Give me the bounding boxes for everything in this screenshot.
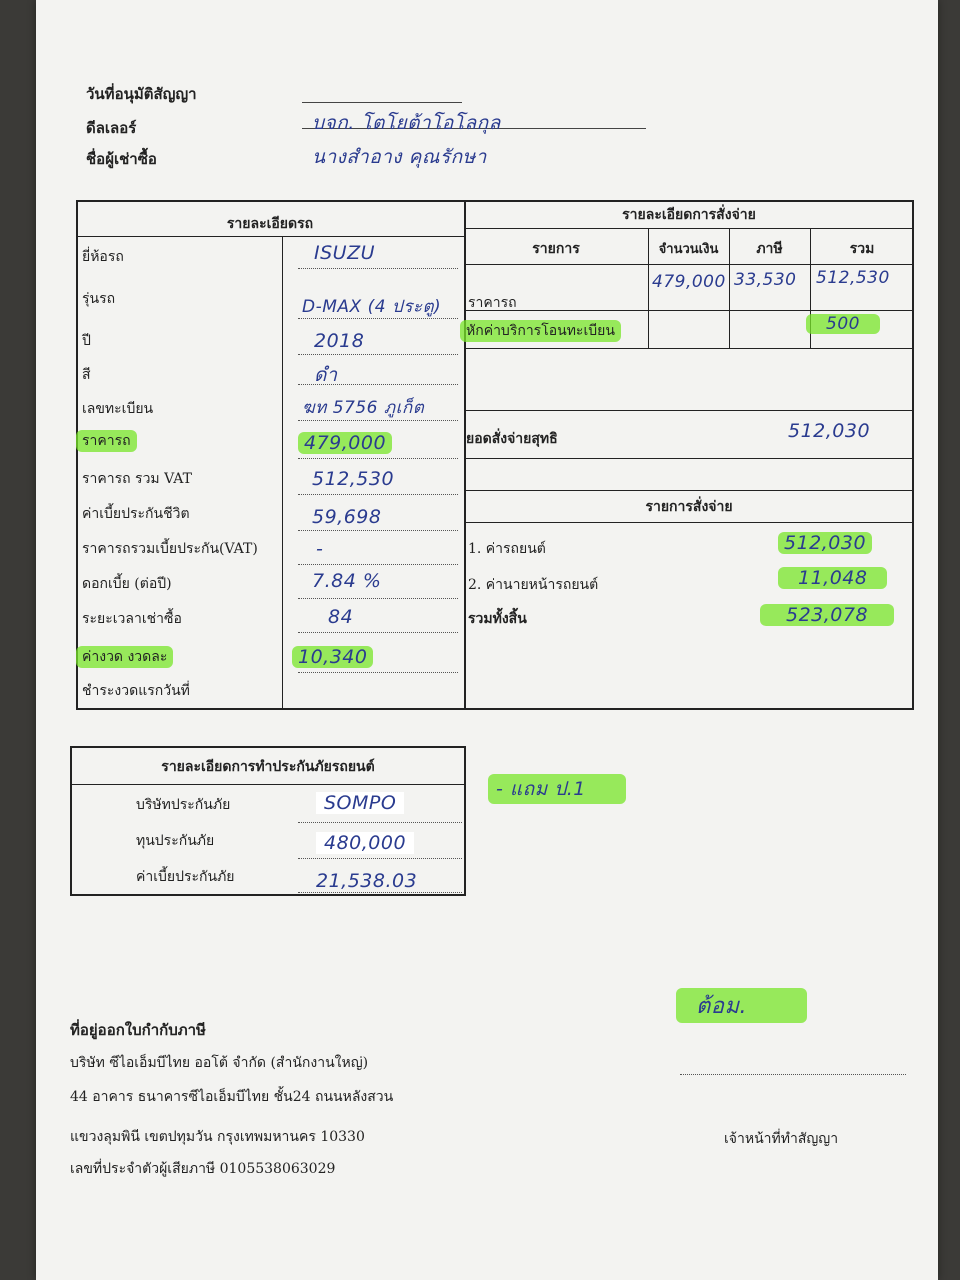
car-row-value: 2018 [314,330,365,352]
net-label: ยอดสั่งจ่ายสุทธิ [466,431,558,447]
car-row-value: D-MAX (4 ประตู) [302,297,442,317]
dealer-label: ดีลเลอร์ [86,119,137,137]
insurance-row-value: 21,538.03 [316,870,418,892]
payment-details-title: รายละเอียดการสั่งจ่าย [622,207,756,223]
main-table-divider [464,200,466,710]
order-title: รายการสั่งจ่าย [645,499,733,515]
car-row-label: ยี่ห้อรถ [82,249,124,265]
payment-row-rule [464,458,914,459]
payment-header-rule [464,264,914,265]
address-title: ที่อยู่ออกใบกำกับภาษี [70,1021,206,1039]
payment-row-rule [464,522,914,523]
car-row-value: 59,698 [312,506,382,528]
row-dots [298,822,462,823]
contract-date-label: วันที่อนุมัติสัญญา [86,85,197,103]
car-row-label: ชำระงวดแรกวันที่ [82,683,190,699]
car-row-label: รุ่นรถ [82,291,116,307]
row-dots [298,632,458,633]
car-price-amount: 479,000 [652,272,726,292]
reg-fee-total: 500 [806,314,880,334]
car-row-value: 512,530 [312,468,395,490]
payment-row-rule [464,410,914,411]
hirer-label: ชื่อผู้เช่าซื้อ [86,150,157,168]
order-item-label: 2. ค่านายหน้ารถยนต์ [468,577,599,593]
row-dots [298,598,458,599]
car-row-label: ราคารถ [76,430,137,452]
payment-row-rule [464,490,914,491]
col-amount-header: จำนวนเงิน [658,242,719,257]
car-price-total: 512,530 [816,268,890,288]
car-col-divider [282,236,283,710]
car-row-label: ค่างวด งวดละ [76,646,173,668]
car-row-value: - [316,538,324,560]
payment-row-rule [464,348,914,349]
reg-fee-label: หักค่าบริการโอนทะเบียน [460,320,621,342]
insurance-title-rule [70,784,466,785]
car-row-value: ISUZU [314,242,375,264]
car-row-value: 479,000 [298,432,392,454]
car-row-label: ปี [82,333,91,349]
hirer-value: นางสำอาง คุณรักษา [312,146,487,168]
row-dots [298,494,458,495]
order-item-label: 1. ค่ารถยนต์ [468,541,546,557]
col-total-header: รวม [849,241,875,257]
insurance-row-label: บริษัทประกันภัย [136,797,231,813]
dealer-value: บจก. โตโยต้าโอโลกุล [312,112,501,134]
address-line-1: 44 อาคาร ธนาคารซีไอเอ็มบีไทย ชั้น24 ถนนหลังสวน [70,1089,394,1105]
contract-sheet [36,0,938,1280]
row-dots [298,672,458,673]
row-dots [298,420,458,421]
car-row-label: เลขทะเบียน [82,401,154,417]
insurance-row-value: 480,000 [316,832,414,854]
car-row-label: ระยะเวลาเช่าซื้อ [82,611,182,627]
row-dots [298,858,462,859]
car-details-title: รายละเอียดรถ [226,216,314,232]
insurance-row-label: ทุนประกันภัย [136,833,215,849]
order-item-value: 512,030 [778,532,872,554]
car-row-label: ค่าเบี้ยประกันชีวิต [82,506,190,522]
signature-name: ต้อม. [676,988,807,1023]
signature-caption: เจ้าหน้าที่ทำสัญญา [724,1131,839,1147]
payment-row-rule [464,310,914,311]
tax-id: เลขที่ประจำตัวผู้เสียภาษี 0105538063029 [70,1161,336,1177]
car-row-label: ดอกเบี้ย (ต่อปี) [82,576,172,592]
company-name: บริษัท ซีไอเอ็มบีไทย ออโต้ จำกัด (สำนักงานใหญ่) [70,1055,369,1071]
row-dots [298,530,458,531]
row-dots [298,458,458,459]
car-row-value: 7.84 % [312,570,382,592]
col-item-header: รายการ [532,241,580,257]
row-dots [298,892,462,893]
car-row-value: ฆท 5756 ภูเก็ต [302,398,425,418]
car-row-label: สี [82,367,91,383]
insurance-title: รายละเอียดการทำประกันภัยรถยนต์ [161,759,375,775]
net-value: 512,030 [788,420,871,442]
grand-total-value: 523,078 [760,604,894,626]
col-tax-header: ภาษี [756,241,783,257]
signature-line [680,1074,906,1075]
car-row-label: ราคารถรวมเบี้ยประกัน(VAT) [82,541,258,557]
row-dots [298,354,458,355]
car-row-value: 10,340 [292,646,373,668]
car-row-value: ดำ [314,364,338,386]
row-dots [298,268,458,269]
car-row-label: ราคารถ รวม VAT [82,471,192,487]
date-underline [302,102,462,103]
row-dots [298,564,458,565]
insurance-note: - แถม ป.1 [488,774,626,804]
payment-title-rule [464,228,914,229]
insurance-row-value: SOMPO [316,792,404,814]
car-price-tax: 33,530 [734,270,797,290]
grand-total-label: รวมทั้งสิ้น [468,611,527,627]
row-dots [298,384,458,385]
row-dots [298,318,458,319]
car-row-value: 84 [328,606,354,628]
car-title-rule [76,236,464,237]
order-item-value: 11,048 [778,567,887,589]
address-line-2: แขวงลุมพินี เขตปทุมวัน กรุงเทพมหานคร 10330 [70,1129,365,1145]
car-price-label: ราคารถ [468,295,517,311]
insurance-row-label: ค่าเบี้ยประกันภัย [136,869,235,885]
